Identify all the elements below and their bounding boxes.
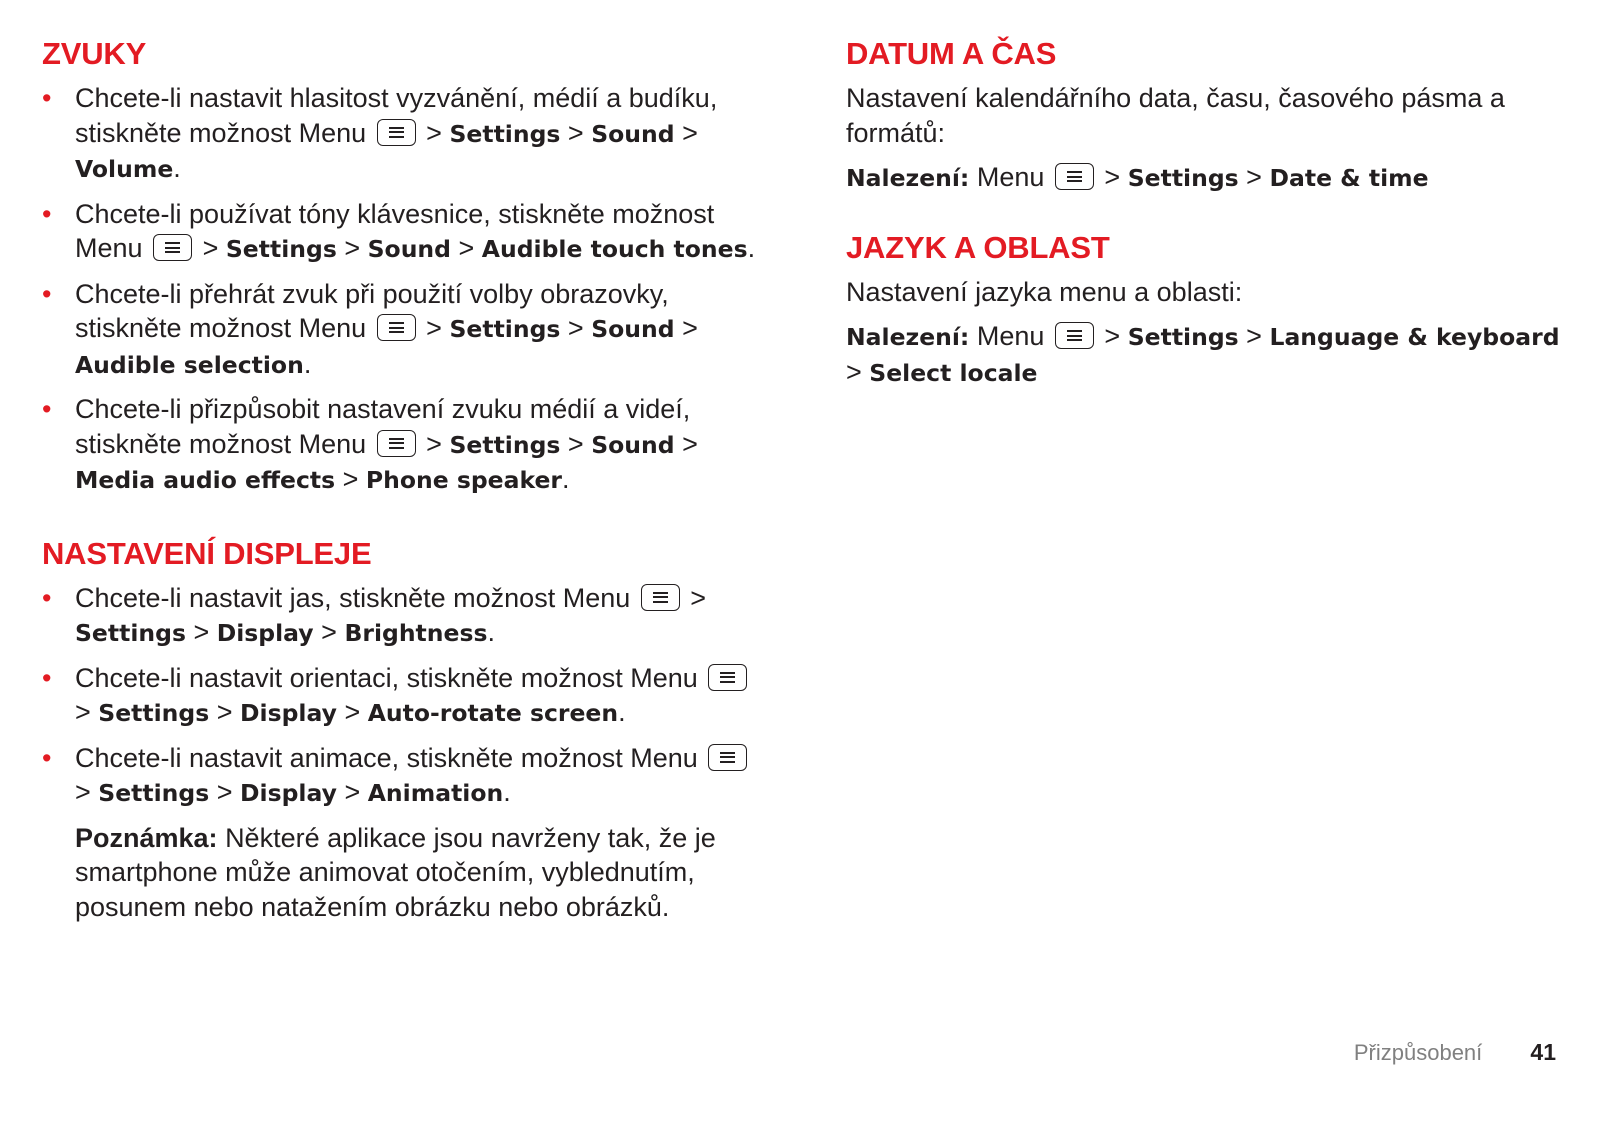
section-title-jazyk: JAZYK A OBLAST	[846, 229, 1110, 265]
list-item: • Chcete-li používat tóny klávesnice, stiskněte možnost Menu > Settings > Sound > Audible touch tones.	[42, 197, 762, 267]
menu-path-item: Settings	[449, 430, 561, 459]
list-item: • Chcete-li nastavit jas, stiskněte možnost Menu > Settings > Display > Brightness.	[42, 581, 762, 651]
menu-key-icon	[641, 584, 680, 611]
menu-path-item: Display	[240, 699, 337, 727]
menu-path-item: Sound	[591, 119, 675, 148]
menu-key-icon	[153, 234, 192, 261]
menu-path-item: Volume	[75, 155, 174, 183]
menu-path-item: Settings	[98, 699, 210, 727]
menu-path-item: Settings	[1127, 323, 1239, 351]
zvuky-list	[42, 81, 762, 498]
menu-path-item: Select locale	[869, 358, 1038, 387]
menu-path-item: Display	[240, 779, 337, 807]
menu-path-item: Settings	[98, 779, 210, 807]
item-text: Chcete-li používat tóny klávesnice, stiskněte možnost Menu	[75, 198, 715, 263]
find-path: Nalezení: Menu > Settings > Language & keyboard > Select locale	[846, 321, 1560, 387]
find-label: Nalezení:	[846, 323, 970, 351]
menu-path-item: Language & keyboard	[1269, 323, 1560, 351]
menu-path-item: Audible selection	[75, 350, 304, 379]
page-number: 41	[1530, 1039, 1556, 1065]
menu-path-item: Settings	[225, 235, 337, 263]
section-description: Nastavení kalendářního data, času, časového pásma a formátů:	[846, 83, 1505, 148]
menu-path-item: Date & time	[1269, 164, 1429, 192]
menu-path-item: Brightness	[344, 619, 488, 647]
menu-path-item: Media audio effects	[75, 466, 336, 494]
menu-path-item: Settings	[75, 619, 186, 647]
note-label: Poznámka:	[75, 822, 218, 853]
menu-path-item: Sound	[591, 315, 675, 343]
menu-key-icon	[377, 314, 416, 341]
item-text: Chcete-li nastavit jas, stiskněte možnost Menu	[75, 582, 631, 613]
item-text: Chcete-li přehrát zvuk při použití volby obrazovky, stiskněte možnost Menu	[75, 278, 669, 343]
section-title-zvuky: ZVUKY	[42, 36, 147, 71]
menu-path-item: Display	[216, 619, 314, 647]
menu-key-icon	[708, 744, 747, 771]
note-text: Některé aplikace jsou navrženy tak, že je smartphone může animovat otočením, vyblednutím, posunem nebo natažením obrázku nebo obrázků.	[75, 822, 716, 922]
menu-path-item: Settings	[1127, 164, 1239, 192]
menu-path-item: Audible touch tones	[481, 235, 748, 263]
menu-path-item: Animation	[367, 779, 504, 807]
find-label: Nalezení:	[846, 164, 970, 192]
menu-key-icon	[708, 664, 747, 691]
list-item: • Chcete-li nastavit animace, stiskněte možnost Menu > Settings > Display > Animation.	[42, 741, 762, 811]
menu-key-icon	[377, 430, 416, 457]
menu-path-item: Settings	[449, 119, 561, 148]
right-column	[846, 34, 1576, 400]
list-item: • Chcete-li přizpůsobit nastavení zvuku médií a videí, stiskněte možnost Menu > Settings > Sound > Media audio effects > Phone speaker.	[42, 392, 762, 498]
item-text: Chcete-li přizpůsobit nastavení zvuku médií a videí, stiskněte možnost Menu	[75, 394, 691, 459]
menu-key-icon	[377, 119, 416, 146]
section-title-displej: NASTAVENÍ DISPLEJE	[42, 535, 372, 571]
note	[42, 821, 762, 925]
displej-list	[42, 581, 762, 811]
menu-path-item: Settings	[449, 315, 561, 343]
footer-section-name: Přizpůsobení	[1353, 1040, 1483, 1065]
item-text: Chcete-li nastavit hlasitost vyzvánění, médií a budíku, stiskněte možnost Menu	[75, 83, 718, 148]
item-text: Chcete-li nastavit orientaci, stiskněte možnost Menu	[75, 662, 698, 693]
left-column	[42, 34, 762, 924]
section-description: Nastavení jazyka menu a oblasti:	[846, 276, 1243, 307]
item-text: Chcete-li nastavit animace, stiskněte možnost Menu	[75, 742, 698, 773]
menu-key-icon	[1055, 322, 1094, 349]
find-path: Nalezení: Menu > Settings > Date & time	[846, 162, 1429, 192]
list-item: • Chcete-li nastavit orientaci, stiskněte možnost Menu > Settings > Display > Auto-rotate screen.	[42, 661, 762, 731]
menu-path-item: Sound	[367, 235, 451, 263]
menu-path-item: Phone speaker	[365, 466, 562, 494]
list-item: • Chcete-li přehrát zvuk při použití volby obrazovky, stiskněte možnost Menu > Settings > Sound > Audible selection.	[42, 277, 762, 383]
list-item: • Chcete-li nastavit hlasitost vyzvánění, médií a budíku, stiskněte možnost Menu > Settings > Sound > Volume.	[42, 81, 762, 187]
page-footer	[1354, 1037, 1556, 1068]
section-title-datum: DATUM A ČAS	[846, 36, 1057, 71]
menu-path-item: Auto-rotate screen	[367, 699, 619, 727]
menu-key-icon	[1055, 163, 1094, 190]
menu-path-item: Sound	[591, 430, 675, 459]
